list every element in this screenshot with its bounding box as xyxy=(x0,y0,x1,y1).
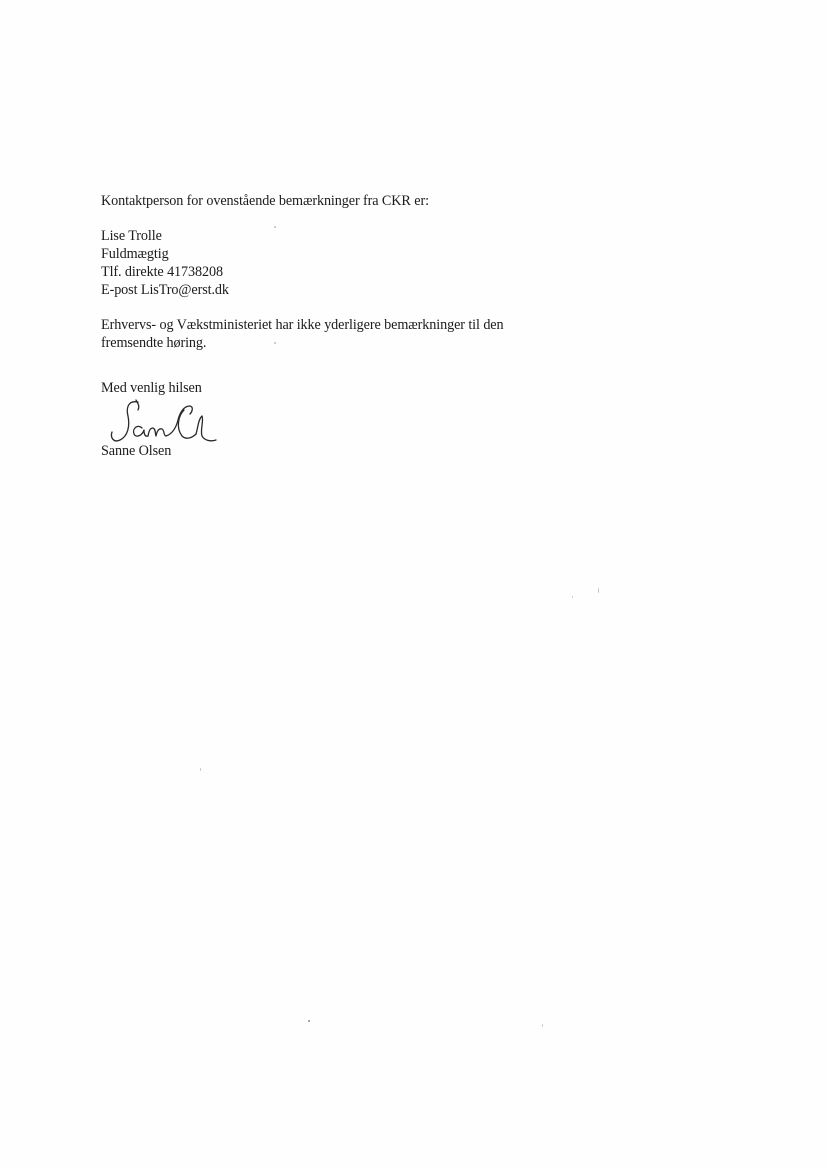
scan-speck xyxy=(308,1020,310,1022)
remark-line-2: fremsendte høring. xyxy=(101,335,207,351)
scan-speck xyxy=(200,768,201,771)
scan-speck xyxy=(542,1024,543,1027)
scan-speck xyxy=(274,226,276,228)
remark-line-1: Erhvervs- og Vækstministeriet har ikke yderligere bemærkninger til den xyxy=(101,317,504,333)
contact-email: E-post LisTro@erst.dk xyxy=(101,282,229,298)
letter-body xyxy=(101,192,621,460)
scan-speck xyxy=(274,342,276,344)
remark-paragraph xyxy=(101,316,621,352)
handwritten-signature xyxy=(98,398,228,446)
scan-speck xyxy=(598,588,599,593)
intro-line: Kontaktperson for ovenstående bemærkninger fra CKR er: xyxy=(101,193,429,209)
contact-phone: Tlf. direkte 41738208 xyxy=(101,264,224,280)
closing-block xyxy=(101,379,621,460)
scan-speck xyxy=(572,596,573,598)
contact-name: Lise Trolle xyxy=(101,228,162,244)
signer-name: Sanne Olsen xyxy=(101,443,172,459)
contact-block xyxy=(101,227,621,299)
contact-title: Fuldmægtig xyxy=(101,246,169,262)
closing-salutation: Med venlig hilsen xyxy=(101,380,202,396)
